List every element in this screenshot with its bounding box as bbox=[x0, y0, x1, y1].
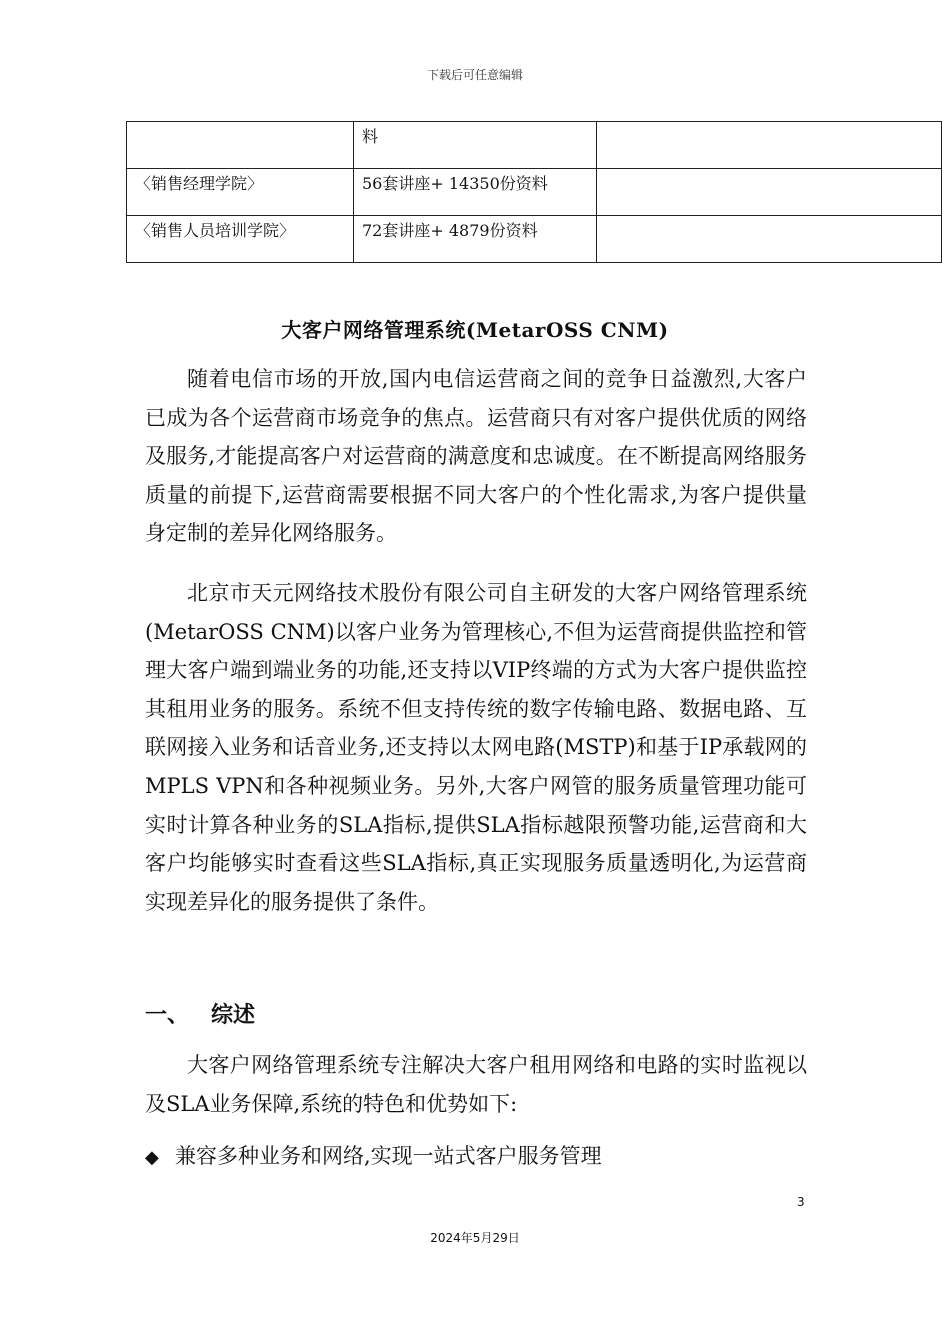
table-cell: 72套讲座+ 4879份资料 bbox=[354, 216, 597, 263]
table-cell: 56套讲座+ 14350份资料 bbox=[354, 169, 597, 216]
table-cell: 料 bbox=[354, 122, 597, 169]
table-cell bbox=[597, 122, 942, 169]
table-cell bbox=[127, 122, 354, 169]
table-cell: 〈销售人员培训学院〉 bbox=[127, 216, 354, 263]
page-footer-date: 2024年5月29日 bbox=[430, 1231, 520, 1245]
section-title: 综述 bbox=[211, 1003, 256, 1028]
feature-bullet bbox=[145, 1138, 602, 1176]
company-paragraph: 北京市天元网络技术股份有限公司自主研发的大客户网络管理系统(MetarOSS CNM)以客户业务为管理核心,不但为运营商提供监控和管理大客户端到端业务的功能,还支持以VIP终端的方式为大客户提供监控其租用业务的服务。系统不但支持传统的数字传输电路、数据电路、互联网接入业务和话音业务,还支持以太网电路(MSTP)和基于IP承载网的MPLS VPN和各种视频业务。另外,大客户网管的服务质量管理功能可实时计算各种业务的SLA指标,提供SLA指标越限预警功能,运营商和大客户均能够实时查看这些SLA指标,真正实现服务质量透明化,为运营商实现差异化的服务提供了条件。 bbox=[145, 581, 807, 914]
diamond-bullet-icon: ◆ bbox=[145, 1147, 159, 1168]
section-heading bbox=[145, 998, 255, 1029]
table-row bbox=[127, 216, 942, 263]
section-number: 一、 bbox=[145, 1003, 190, 1028]
table-row bbox=[127, 169, 942, 216]
intro-paragraph: 随着电信市场的开放,国内电信运营商之间的竞争日益激烈,大客户已成为各个运营商市场竞争的焦点。运营商只有对客户提供优质的网络及服务,才能提高客户对运营商的满意度和忠诚度。在不断提高网络服务质量的前提下,运营商需要根据不同大客户的个性化需求,为客户提供量身定制的差异化网络服务。 bbox=[145, 367, 807, 546]
page-header: 下载后可任意编辑 bbox=[426, 68, 523, 82]
table-cell bbox=[597, 216, 942, 263]
table-cell bbox=[597, 169, 942, 216]
page-number: 3 bbox=[797, 1195, 805, 1209]
table-row bbox=[127, 122, 942, 169]
resource-table bbox=[126, 121, 942, 263]
table-cell: 〈销售经理学院〉 bbox=[127, 169, 354, 216]
bullet-text: 兼容多种业务和网络,实现一站式客户服务管理 bbox=[175, 1144, 602, 1168]
overview-paragraph: 大客户网络管理系统专注解决大客户租用网络和电路的实时监视以及SLA业务保障,系统的特色和优势如下: bbox=[145, 1053, 807, 1116]
document-title: 大客户网络管理系统(MetarOSS CNM) bbox=[281, 318, 669, 342]
